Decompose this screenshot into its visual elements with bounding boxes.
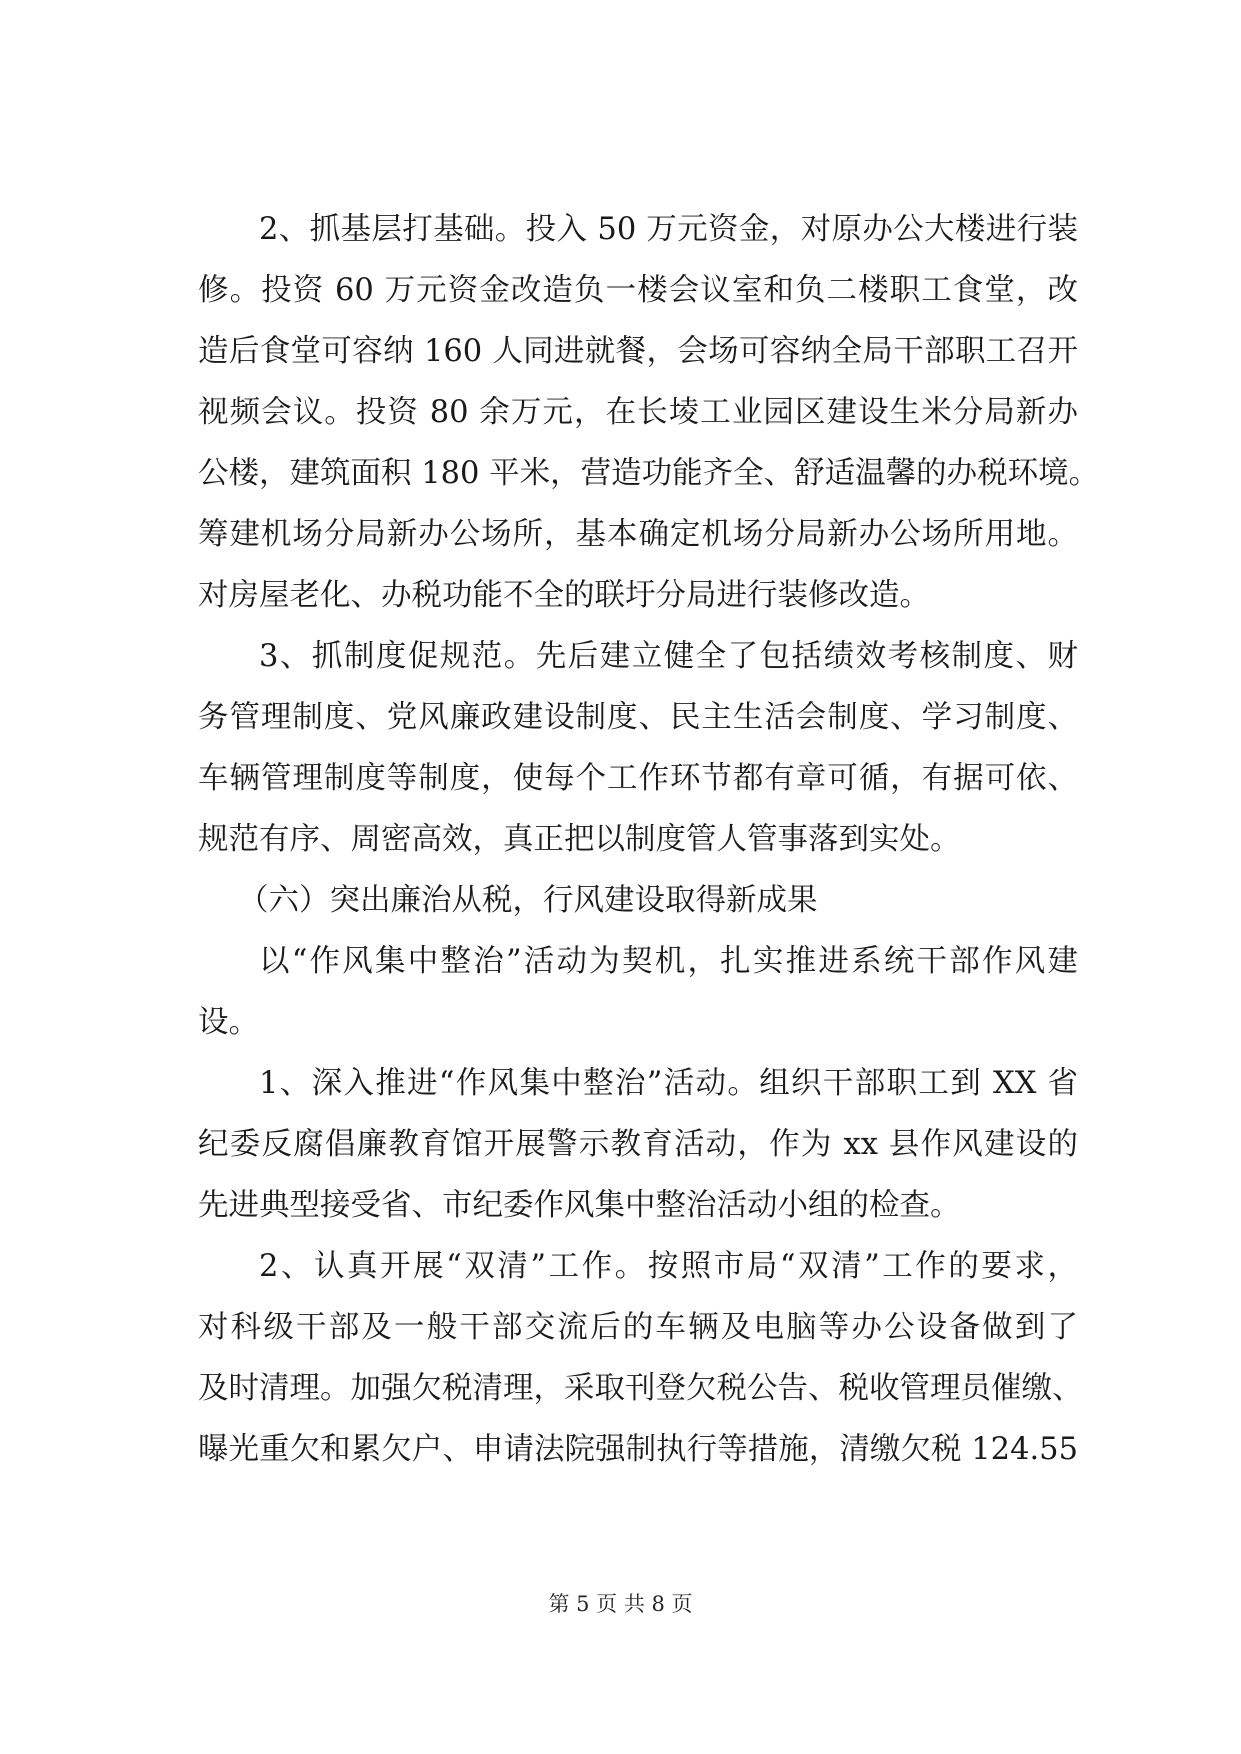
paragraph-line: 规范有序、周密高效，真正把以制度管人管事落到实处。	[198, 822, 961, 857]
paragraph-line: 1、深入推进“作风集中整治”活动。组织干部职工到 XX 省	[259, 1066, 1078, 1101]
paragraph-line: 公楼，建筑面积 180 平米，营造功能齐全、舒适温馨的办税环境。	[198, 456, 1100, 491]
paragraph-line: 以“作风集中整治”活动为契机，扎实推进系统干部作风建	[259, 944, 1078, 979]
paragraph-line: 曝光重欠和累欠户、申请法院强制执行等措施，清缴欠税 124.55	[198, 1432, 1078, 1467]
paragraph-line: 造后食堂可容纳 160 人同进就餐，会场可容纳全局干部职工召开	[198, 334, 1078, 369]
paragraph-line: 先进典型接受省、市纪委作风集中整治活动小组的检查。	[198, 1188, 961, 1223]
paragraph-line: 及时清理。加强欠税清理，采取刊登欠税公告、税收管理员催缴、	[198, 1371, 1083, 1406]
section-heading: （六）突出廉治从税，行风建设取得新成果	[238, 883, 818, 918]
paragraph-line: 务管理制度、党风廉政建设制度、民主生活会制度、学习制度、	[198, 700, 1078, 735]
paragraph-line: 3、抓制度促规范。先后建立健全了包括绩效考核制度、财	[259, 639, 1078, 674]
paragraph-line: 对科级干部及一般干部交流后的车辆及电脑等办公设备做到了	[198, 1310, 1078, 1345]
paragraph-line: 设。	[198, 1005, 259, 1040]
paragraph-line: 2、认真开展“双清”工作。按照市局“双清”工作的要求，	[259, 1249, 1078, 1284]
paragraph-line: 对房屋老化、办税功能不全的联圩分局进行装修改造。	[198, 578, 930, 613]
paragraph-line: 修。投资 60 万元资金改造负一楼会议室和负二楼职工食堂，改	[198, 273, 1078, 308]
paragraph-line: 筹建机场分局新办公场所，基本确定机场分局新办公场所用地。	[198, 517, 1078, 552]
paragraph-line: 2、抓基层打基础。投入 50 万元资金，对原办公大楼进行装	[259, 212, 1078, 247]
paragraph-line: 车辆管理制度等制度，使每个工作环节都有章可循，有据可依、	[198, 761, 1078, 796]
paragraph-line: 视频会议。投资 80 余万元，在长堎工业园区建设生米分局新办	[198, 395, 1078, 430]
page-number-footer: 第 5 页 共 8 页	[548, 1592, 693, 1616]
paragraph-line: 纪委反腐倡廉教育馆开展警示教育活动，作为 xx 县作风建设的	[198, 1127, 1078, 1162]
